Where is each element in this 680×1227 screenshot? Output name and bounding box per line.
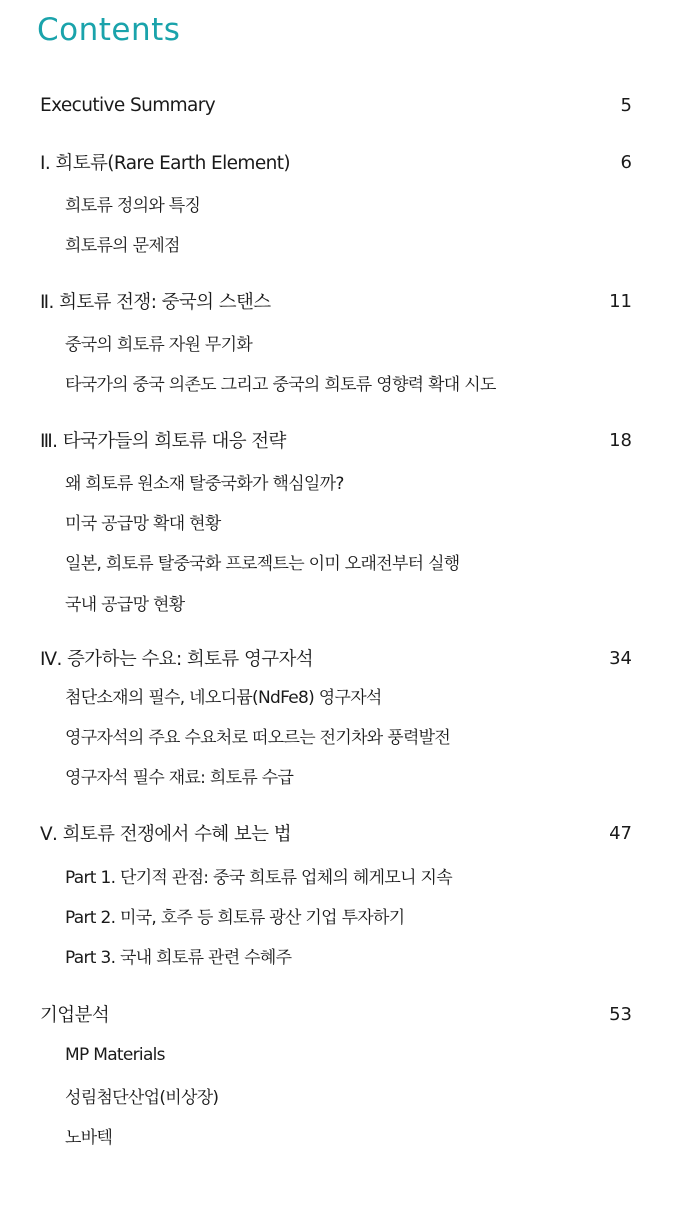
toc-subitem[interactable]: 희토류 정의와 특징 bbox=[65, 195, 201, 216]
section-label: Ⅰ. 희토류(Rare Earth Element) bbox=[40, 153, 290, 174]
toc-subitem[interactable]: 타국가의 중국 의존도 그리고 중국의 희토류 영향력 확대 시도 bbox=[65, 374, 496, 395]
section-page-number: 53 bbox=[609, 1003, 632, 1025]
toc-subitem[interactable]: 영구자석 필수 재료: 희토류 수급 bbox=[65, 767, 294, 788]
toc-subitem[interactable]: 희토류의 문제점 bbox=[65, 235, 180, 256]
toc-subitem[interactable]: Part 2. 미국, 호주 등 희토류 광산 기업 투자하기 bbox=[65, 907, 405, 928]
toc-subitem[interactable]: MP Materials bbox=[65, 1045, 165, 1065]
toc-section-5[interactable] bbox=[40, 818, 632, 848]
section-page-number: 5 bbox=[620, 94, 632, 116]
toc-section-company-analysis[interactable] bbox=[40, 999, 632, 1029]
section-page-number: 18 bbox=[609, 429, 632, 451]
toc-section-2[interactable] bbox=[40, 286, 632, 316]
toc-section-1[interactable] bbox=[40, 147, 632, 177]
toc-subitem[interactable]: 노바텍 bbox=[65, 1127, 113, 1148]
toc-subitem[interactable]: 미국 공급망 확대 현황 bbox=[65, 513, 221, 534]
toc-section-4[interactable] bbox=[40, 643, 632, 673]
section-page-number: 47 bbox=[609, 822, 632, 844]
page-title: Contents bbox=[37, 12, 181, 48]
toc-subitem[interactable]: 성림첨단산업(비상장) bbox=[65, 1087, 219, 1108]
toc-section-executive-summary[interactable] bbox=[40, 90, 632, 120]
section-page-number: 6 bbox=[620, 151, 632, 173]
section-label: Ⅱ. 희토류 전쟁: 중국의 스탠스 bbox=[40, 292, 271, 313]
toc-subitem[interactable]: 국내 공급망 현황 bbox=[65, 594, 185, 615]
toc-section-3[interactable] bbox=[40, 425, 632, 455]
section-page-number: 34 bbox=[609, 647, 632, 669]
section-label: Ⅳ. 증가하는 수요: 희토류 영구자석 bbox=[40, 649, 314, 670]
section-page-number: 11 bbox=[609, 290, 632, 312]
section-label: Ⅲ. 타국가들의 희토류 대응 전략 bbox=[40, 431, 286, 452]
toc-subitem[interactable]: 영구자석의 주요 수요처로 떠오르는 전기차와 풍력발전 bbox=[65, 727, 451, 748]
toc-subitem[interactable]: 일본, 희토류 탈중국화 프로젝트는 이미 오래전부터 실행 bbox=[65, 553, 460, 574]
toc-subitem[interactable]: 왜 희토류 원소재 탈중국화가 핵심일까? bbox=[65, 473, 344, 494]
section-label: Executive Summary bbox=[40, 94, 216, 116]
toc-subitem[interactable]: Part 3. 국내 희토류 관련 수혜주 bbox=[65, 947, 292, 968]
toc-subitem[interactable]: 중국의 희토류 자원 무기화 bbox=[65, 334, 253, 355]
section-label: 기업분석 bbox=[40, 1005, 110, 1026]
toc-subitem[interactable]: Part 1. 단기적 관점: 중국 희토류 업체의 헤게모니 지속 bbox=[65, 867, 452, 888]
toc-subitem[interactable]: 첨단소재의 필수, 네오디뮴(NdFe8) 영구자석 bbox=[65, 687, 382, 708]
section-label: Ⅴ. 희토류 전쟁에서 수혜 보는 법 bbox=[40, 824, 291, 845]
